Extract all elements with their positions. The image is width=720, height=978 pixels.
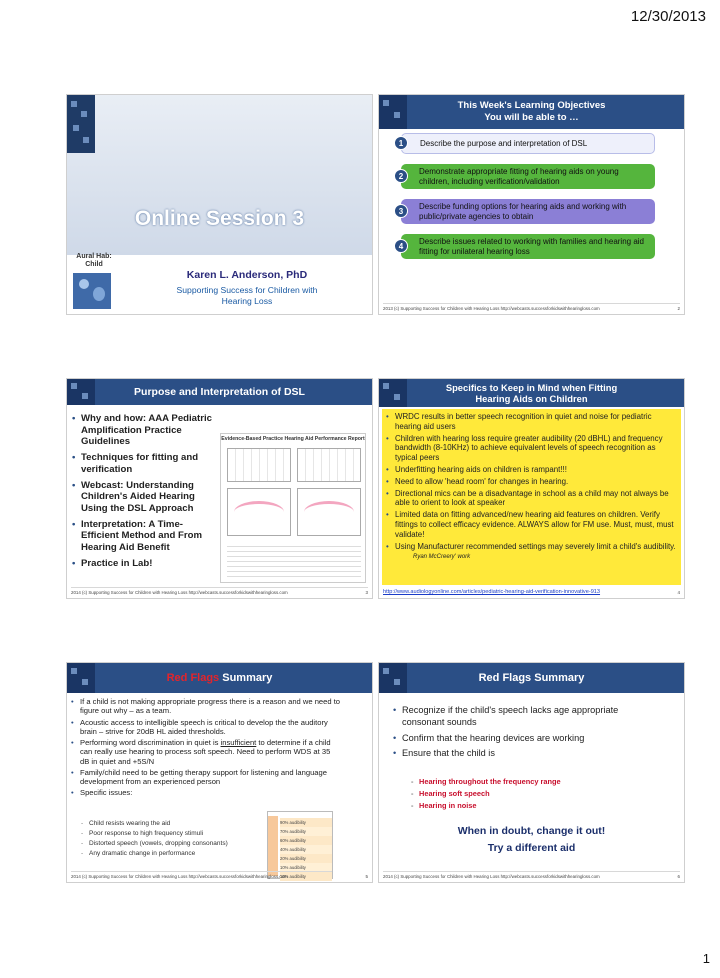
sub-list [81,820,271,860]
content-panel [382,409,681,585]
corner-graphic [379,379,407,407]
corner-graphic [379,663,407,693]
credit-note: Ryan McCreery' work [413,554,471,561]
slide-title: Specifics to Keep in Mind when Fitting Hearing Aids on Children [379,379,684,407]
slide-title: Online Session 3 [134,207,305,230]
slide-6 [378,662,685,883]
corner-graphic [379,95,407,129]
hearing-aid-report-image [220,433,366,583]
page-date: 12/30/2013 [630,8,706,25]
sub-bullet: - Poor response to high frequency stimuli [81,830,271,837]
slide-number: 5 [365,874,368,879]
bullet-list [386,412,679,564]
slide-footer: 2014 (c) Supporting Success for Children with Hearing Loss http://webcasts.successforkidswithhearingloss.com 3 [71,587,368,595]
bullet: • Children with hearing loss require greater audibility (20 dBHL) and frequency bandwidth (8-10KHz) to achieve equivalent levels of speech recognition as typical peers [386,434,679,463]
sub-bullet: - Hearing throughout the frequency range [411,777,651,786]
bullet: • Acoustic access to intelligible speech is critical to develop the the auditory brain – strive for 20dB HL aided thresholds. [71,718,341,737]
objective-number-1: 1 [394,136,408,150]
slide-4 [378,378,685,599]
bullet: • Performing word discrimination in quiet is insufficient to determine if a child can really use hearing to process soft speech. Need to perform WDS at 35 dB in quiet and +5S/N [71,738,341,766]
objective-4: Describe issues related to working with families and hearing aid fitting for unilateral hearing loss [401,234,655,259]
sub-bullet: - Distorted speech (vowels, dropping consonants) [81,840,271,847]
aural-hab-tag: Aural Hab: Child [76,253,112,269]
objective-number-3: 3 [394,204,408,218]
bullet: • Need to allow 'head room' for changes in hearing. [386,477,679,487]
bullet: • Interpretation: A Time-Efficient Method and From Hearing Aid Benefit [72,519,218,554]
bullet: • Underfitting hearing aids on children is rampant!!! [386,465,679,475]
bullet: • Practice in Lab! [72,558,218,570]
sub-bullet: - Child resists wearing the aid [81,820,271,827]
slide-footer: 2014 (c) Supporting Success for Children with Hearing Loss http://webcasts.successforkidswithhearingloss.com [71,871,332,879]
bullet: • Directional mics can be a disadvantage in school as a child may not always be able to orient to look at speaker [386,489,679,509]
audibility-levels: 90% audibility 70% audibility 60% audibility 40% audibility 20% audibility 10% audibility 10% audibility [280,818,332,881]
bullet: • Recognize if the child's speech lacks age appropriate consonant sounds [393,705,663,729]
page-number: 1 [702,951,710,966]
bullet: • Confirm that the hearing devices are working [393,733,663,745]
objective-2: Demonstrate appropriate fitting of hearing aids on young children, including verification/validation [401,164,655,189]
corner-graphic [67,95,95,153]
bullet: • If a child is not making appropriate progress there is a reason and we need to figure out why – as a team. [71,697,341,716]
call-to-action: When in doubt, change it out! Try a different aid [457,825,606,854]
bullet: • Techniques for fitting and verification [72,452,218,475]
report-title: Evidence-Based Practice Hearing Aid Performance Report [221,436,365,442]
slide-number: 4 [677,590,680,595]
sub-bullet: - Any dramatic change in performance [81,850,271,857]
slide-title: Purpose and Interpretation of DSL [67,379,372,405]
article-link[interactable]: http://www.audiologyonline.com/articles/pediatric-hearing-aid-verification-innovative-913 [383,589,601,595]
bullet: • Why and how: AAA Pediatric Amplification Practice Guidelines [72,413,218,448]
slide-subtitle: Supporting Success for Children with Hearing Loss [176,285,318,306]
slide-5 [66,662,373,883]
bullet-list [71,697,341,800]
logo-image [73,273,111,309]
slide-1 [66,94,373,315]
bullet-list [72,413,218,571]
bullet: • Limited data on fitting advanced/new hearing aid features on children. Verify fittings to collect efficacy evidence. ALWAYS allow for FM use. Must, must, must validate! [386,510,679,539]
slide-footer: 2014 (c) Supporting Success for Children with Hearing Loss http://webcasts.successforkidswithhearingloss.com 6 [383,871,680,879]
sub-bullet: - Hearing in noise [411,801,651,810]
corner-graphic [67,663,95,693]
sub-list [411,777,651,813]
corner-graphic [67,379,95,405]
sub-bullet: - Hearing soft speech [411,789,651,798]
bullet: • Ensure that the child is [393,748,663,760]
objective-number-2: 2 [394,169,408,183]
slide-title: This Week's Learning Objectives You will be able to … [379,95,684,129]
bullet: • Specific issues: [71,788,341,797]
presenter-name: Karen L. Anderson, PhD [186,269,308,281]
slide-title: Red Flags Summary [379,663,684,693]
bullet: • Using Manufacturer recommended settings may severely limit a child's audibility. Ryan McCreery' work [386,542,679,562]
bullet: • WRDC results in better speech recognition in quiet and noise for pediatric hearing aid users [386,412,679,432]
title-background [67,95,372,255]
objective-1: Describe the purpose and interpretation of DSL [401,133,655,154]
slide-2 [378,94,685,315]
audibility-chart [267,811,333,879]
bullet: • Family/child need to be getting therapy support for listening and language development from an experienced person [71,768,341,787]
bullet: • Webcast: Understanding Children's Aided Hearing Using the DSL Approach [72,480,218,515]
slide-footer: 2013 (c) Supporting Success for Children with Hearing Loss http://webcasts.successforkidswithhearingloss.com 2 [383,303,680,311]
objective-3: Describe funding options for hearing aids and working with public/private agencies to obtain [401,199,655,224]
objective-number-4: 4 [394,239,408,253]
slide-3 [66,378,373,599]
slide-title: Red Flags Summary [67,663,372,693]
bullet-list [393,705,663,762]
